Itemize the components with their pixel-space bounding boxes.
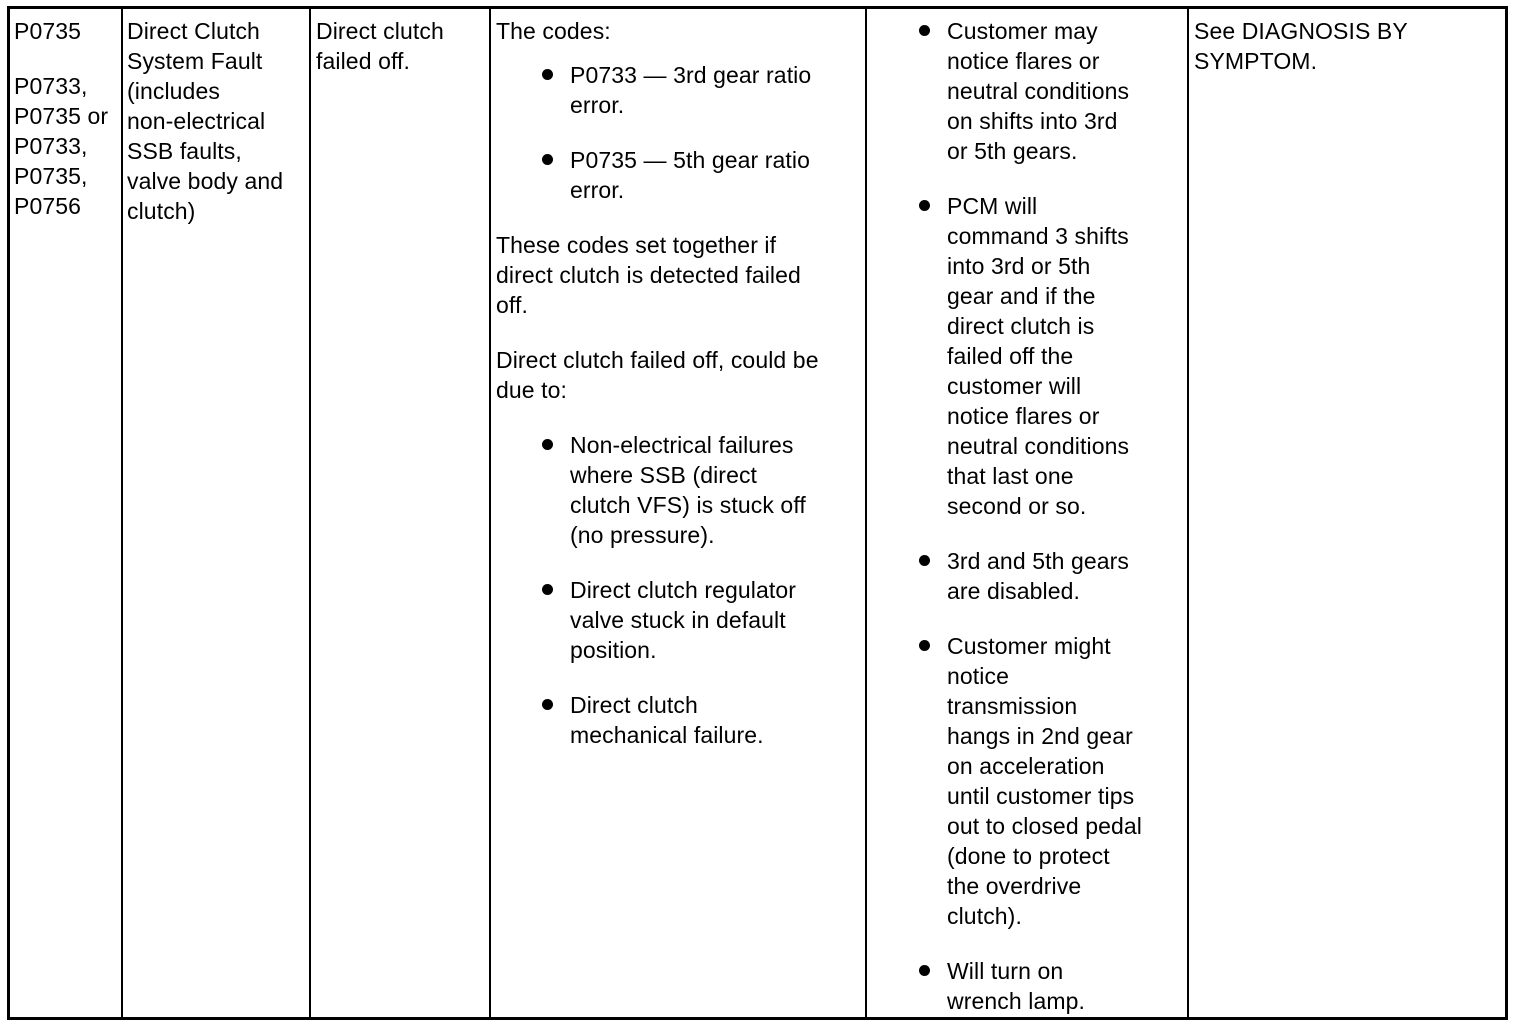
bullet-icon bbox=[919, 200, 930, 211]
combo-code-line: P0756 bbox=[14, 193, 82, 219]
bullet-icon bbox=[919, 965, 930, 976]
bullet-icon bbox=[919, 555, 930, 566]
bullet-line: Customer might bbox=[947, 633, 1111, 659]
bullet-line: valve stuck in default bbox=[570, 607, 786, 633]
bullet-line: P0733 — 3rd gear ratio bbox=[570, 62, 812, 88]
bullet-line: 3rd and 5th gears bbox=[947, 548, 1129, 574]
bullet-icon bbox=[542, 69, 553, 80]
paragraph-line: due to: bbox=[496, 377, 568, 403]
bullet-line: customer will bbox=[947, 373, 1082, 399]
bullet-line: Direct clutch regulator bbox=[570, 577, 796, 603]
bullet-line: neutral conditions bbox=[947, 433, 1130, 459]
bullet-icon bbox=[542, 439, 553, 450]
cause-bullet bbox=[496, 690, 864, 750]
code-bullet bbox=[496, 60, 864, 120]
bullet-line: error. bbox=[570, 177, 625, 203]
bullet-line: mechanical failure. bbox=[570, 722, 764, 748]
column-divider bbox=[489, 9, 491, 1017]
fault-line: Direct clutch bbox=[316, 18, 444, 44]
bullet-line: position. bbox=[570, 637, 657, 663]
bullet-line: on shifts into 3rd bbox=[947, 108, 1118, 134]
bullet-icon bbox=[919, 640, 930, 651]
symptom-bullet bbox=[867, 631, 1183, 931]
bullet-line: clutch). bbox=[947, 903, 1022, 929]
paragraph-line: direct clutch is detected failed bbox=[496, 262, 801, 288]
dtc-description-cell bbox=[127, 9, 311, 1017]
combo-code-line: P0733, bbox=[14, 133, 88, 159]
combo-code-line: P0733, bbox=[14, 73, 88, 99]
primary-code: P0735 bbox=[14, 18, 82, 44]
symptom-bullet bbox=[867, 546, 1183, 606]
bullet-line: Customer may bbox=[947, 18, 1098, 44]
bullet-icon bbox=[919, 25, 930, 36]
fault-line: failed off. bbox=[316, 48, 411, 74]
bullet-icon bbox=[542, 584, 553, 595]
action-line: SYMPTOM. bbox=[1194, 48, 1318, 74]
paragraph-line: off. bbox=[496, 292, 528, 318]
column-divider bbox=[121, 9, 123, 1017]
bullet-line: or 5th gears. bbox=[947, 138, 1078, 164]
bullet-line: out to closed pedal bbox=[947, 813, 1142, 839]
conditions-cell bbox=[496, 9, 864, 1017]
bullet-line: on acceleration bbox=[947, 753, 1105, 779]
bullet-line: until customer tips bbox=[947, 783, 1135, 809]
bullet-icon bbox=[542, 154, 553, 165]
symptom-bullet-list bbox=[867, 16, 1183, 1016]
cause-bullet-list bbox=[496, 430, 864, 750]
bullet-line: the overdrive bbox=[947, 873, 1082, 899]
action-line: See DIAGNOSIS BY bbox=[1194, 18, 1408, 44]
bullet-line: neutral conditions bbox=[947, 78, 1130, 104]
bullet-line: hangs in 2nd gear bbox=[947, 723, 1133, 749]
bullet-line: second or so. bbox=[947, 493, 1087, 519]
action-cell bbox=[1194, 9, 1494, 1017]
bullet-line: notice flares or bbox=[947, 403, 1100, 429]
codes-intro: The codes: bbox=[496, 18, 611, 44]
dtc-codes-cell bbox=[14, 9, 118, 1017]
paragraph-line: Direct clutch failed off, could be bbox=[496, 347, 819, 373]
together-paragraph bbox=[496, 230, 864, 320]
symptom-bullet bbox=[867, 956, 1183, 1016]
bullet-line: notice flares or bbox=[947, 48, 1100, 74]
bullet-line: error. bbox=[570, 92, 625, 118]
cause-bullet bbox=[496, 575, 864, 665]
bullet-line: (no pressure). bbox=[570, 522, 715, 548]
description-line: Direct Clutch bbox=[127, 18, 260, 44]
fault-cell bbox=[316, 9, 488, 1017]
combo-code-line: P0735 or bbox=[14, 103, 109, 129]
cause-bullet bbox=[496, 430, 864, 550]
description-line: SSB faults, bbox=[127, 138, 242, 164]
description-line: valve body and bbox=[127, 168, 284, 194]
bullet-line: Will turn on bbox=[947, 958, 1064, 984]
bullet-line: wrench lamp. bbox=[947, 988, 1085, 1014]
bullet-line: gear and if the bbox=[947, 283, 1096, 309]
bullet-line: where SSB (direct bbox=[570, 462, 758, 488]
cause-paragraph bbox=[496, 345, 864, 405]
code-bullet bbox=[496, 145, 864, 205]
bullet-line: P0735 — 5th gear ratio bbox=[570, 147, 811, 173]
column-divider bbox=[1187, 9, 1189, 1017]
bullet-line: Non-electrical failures bbox=[570, 432, 794, 458]
code-bullet-list bbox=[496, 60, 864, 205]
description-line: non-electrical bbox=[127, 108, 266, 134]
combo-code-line: P0735, bbox=[14, 163, 88, 189]
bullet-line: that last one bbox=[947, 463, 1074, 489]
bullet-line: command 3 shifts bbox=[947, 223, 1129, 249]
bullet-line: clutch VFS) is stuck off bbox=[570, 492, 806, 518]
bullet-line: (done to protect bbox=[947, 843, 1110, 869]
description-line: clutch) bbox=[127, 198, 196, 224]
symptom-bullet bbox=[867, 16, 1183, 166]
bullet-line: into 3rd or 5th bbox=[947, 253, 1091, 279]
bullet-line: are disabled. bbox=[947, 578, 1080, 604]
bullet-line: transmission bbox=[947, 693, 1078, 719]
paragraph-line: These codes set together if bbox=[496, 232, 777, 258]
bullet-line: Direct clutch bbox=[570, 692, 698, 718]
dtc-table bbox=[7, 6, 1508, 1020]
bullet-line: PCM will bbox=[947, 193, 1038, 219]
bullet-icon bbox=[542, 699, 553, 710]
description-line: (includes bbox=[127, 78, 220, 104]
description-line: System Fault bbox=[127, 48, 263, 74]
bullet-line: failed off the bbox=[947, 343, 1074, 369]
symptoms-cell bbox=[867, 9, 1183, 1017]
symptom-bullet bbox=[867, 191, 1183, 521]
bullet-line: direct clutch is bbox=[947, 313, 1095, 339]
bullet-line: notice bbox=[947, 663, 1009, 689]
